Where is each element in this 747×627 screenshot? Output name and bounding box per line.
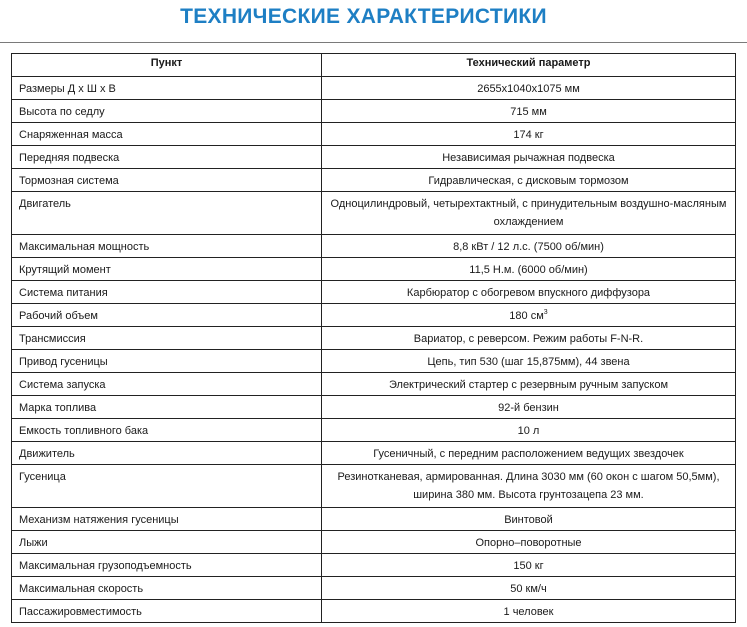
table-row — [12, 258, 736, 281]
row-value: 1 человек — [322, 600, 736, 623]
row-value: Одноцилиндровый, четырехтактный, с принудительным воздушно-масляным охлаждением — [322, 192, 736, 235]
row-value: Гусеничный, с передним расположением ведущих звездочек — [322, 442, 736, 465]
table-row — [12, 304, 736, 327]
table-row — [12, 396, 736, 419]
specifications-table — [11, 53, 736, 623]
row-label: Марка топлива — [12, 396, 322, 419]
row-label: Рабочий объем — [12, 304, 322, 327]
row-value: Карбюратор с обогревом впускного диффузора — [322, 281, 736, 304]
row-value: 150 кг — [322, 554, 736, 577]
header-item: Пункт — [12, 54, 322, 77]
row-value: Цепь, тип 530 (шаг 15,875мм), 44 звена — [322, 350, 736, 373]
row-label: Пассажировместимость — [12, 600, 322, 623]
row-label: Снаряженная масса — [12, 123, 322, 146]
table-row — [12, 554, 736, 577]
table-row — [12, 531, 736, 554]
table-row — [12, 281, 736, 304]
row-value: 2655х1040х1075 мм — [322, 77, 736, 100]
row-label: Система запуска — [12, 373, 322, 396]
page-title: ТЕХНИЧЕСКИЕ ХАРАКТЕРИСТИКИ — [180, 5, 547, 28]
row-value: 8,8 кВт / 12 л.с. (7500 об/мин) — [322, 235, 736, 258]
row-label: Максимальная скорость — [12, 577, 322, 600]
row-label: Двигатель — [12, 192, 322, 235]
row-value — [322, 304, 736, 327]
row-value: Вариатор, с реверсом. Режим работы F-N-R. — [322, 327, 736, 350]
table-row — [12, 419, 736, 442]
row-value: Гидравлическая, с дисковым тормозом — [322, 169, 736, 192]
table-row — [12, 100, 736, 123]
table-row — [12, 465, 736, 508]
row-label: Тормозная система — [12, 169, 322, 192]
row-label: Гусеница — [12, 465, 322, 508]
row-value: Резинотканевая, армированная. Длина 3030 мм (60 окон с шагом 50,5мм), ширина 380 мм. Высота грунтозацепа 23 мм. — [322, 465, 736, 508]
row-value: 11,5 Н.м. (6000 об/мин) — [322, 258, 736, 281]
header-parameter: Технический параметр — [322, 54, 736, 77]
row-value: 174 кг — [322, 123, 736, 146]
row-label: Движитель — [12, 442, 322, 465]
table-row — [12, 577, 736, 600]
row-label: Привод гусеницы — [12, 350, 322, 373]
row-label: Передняя подвеска — [12, 146, 322, 169]
row-label: Емкость топливного бака — [12, 419, 322, 442]
table-row — [12, 169, 736, 192]
row-value: 715 мм — [322, 100, 736, 123]
row-value: Электрический стартер с резервным ручным запуском — [322, 373, 736, 396]
table-row — [12, 600, 736, 623]
cubic-superscript: 3 — [543, 309, 548, 316]
row-value: Винтовой — [322, 508, 736, 531]
row-value: 10 л — [322, 419, 736, 442]
row-label: Высота по седлу — [12, 100, 322, 123]
row-label: Трансмиссия — [12, 327, 322, 350]
row-value: 50 км/ч — [322, 577, 736, 600]
table-header-row — [12, 54, 736, 77]
row-value: Независимая рычажная подвеска — [322, 146, 736, 169]
row-label: Максимальная мощность — [12, 235, 322, 258]
table-row — [12, 192, 736, 235]
row-label: Лыжи — [12, 531, 322, 554]
row-label: Крутящий момент — [12, 258, 322, 281]
table-row — [12, 146, 736, 169]
row-label: Максимальная грузоподъемность — [12, 554, 322, 577]
table-row — [12, 123, 736, 146]
table-row — [12, 327, 736, 350]
table-row — [12, 350, 736, 373]
row-value: Опорно–поворотные — [322, 531, 736, 554]
table-row — [12, 77, 736, 100]
table-row — [12, 235, 736, 258]
title-divider — [0, 42, 747, 43]
displacement-value: 180 см — [509, 310, 544, 322]
row-value: 92-й бензин — [322, 396, 736, 419]
row-label: Механизм натяжения гусеницы — [12, 508, 322, 531]
table-row — [12, 508, 736, 531]
table-row — [12, 373, 736, 396]
row-label: Система питания — [12, 281, 322, 304]
row-label: Размеры Д х Ш х В — [12, 77, 322, 100]
table-row — [12, 442, 736, 465]
